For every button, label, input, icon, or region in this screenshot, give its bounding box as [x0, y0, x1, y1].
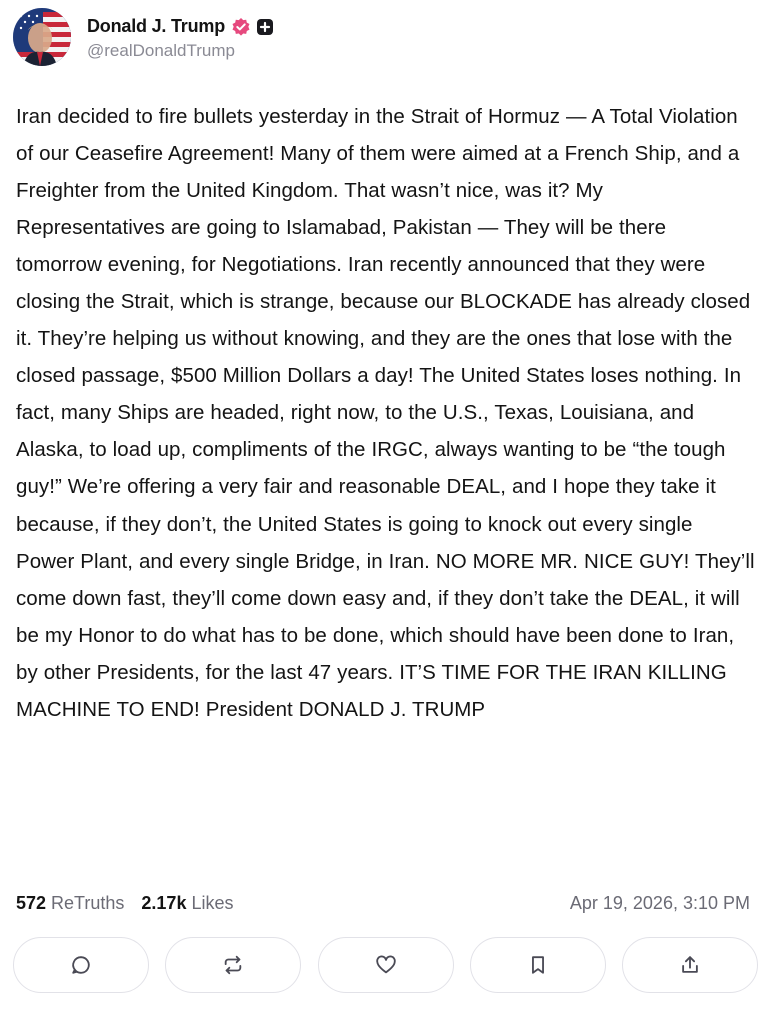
post-header [13, 8, 274, 66]
repost-icon [222, 954, 244, 976]
verified-badge-icon [231, 17, 251, 37]
bookmark-icon [527, 954, 549, 976]
post-stats [16, 888, 756, 918]
share-icon [679, 954, 701, 976]
retruths-label: ReTruths [51, 892, 125, 913]
action-bar [13, 937, 758, 995]
post-timestamp[interactable]: Apr 19, 2026, 3:10 PM [569, 892, 750, 913]
display-name[interactable]: Donald J. Trump [87, 16, 226, 36]
post-body-text: Iran decided to fire bullets yesterday in the Strait of Hormuz — A Total Violation of our Ceasefire Agreement! Many of them were aimed at a French Ship, and a Freighter from the United Kingdom. That wasn’t nice, was it? My Representatives are going to Islamabad, Pakistan — They will be there tomorrow evening, for Negotiations. Iran recently announced that they were closing the Strait, which is strange, because our BLOCKADE has already closed it. They’re helping us without knowing, and they are the ones that lose with the closed passage, $500 Million Dollars a day! The United States loses nothing. In fact, many Ships are headed, right now, to the U.S., Texas, Louisiana, and Alaska, to load up, compliments of the IRGC, always wanting to be “the tough guy!” We’re offering a very fair and reasonable DEAL, and I hope they take it because, if they don’t, the United States is going to knock out every single Power Plant, and every single Bridge, in Iran. NO MORE MR. NICE GUY! They’ll come down fast, they’ll come down easy and, if they don’t take the DEAL, it will be my Honor to do what has to be done, which should have been done to Iran, by other Presidents, for the last 47 years. IT’S TIME FOR THE IRAN KILLING MACHINE TO END! President DONALD J. TRUMP [16, 105, 755, 721]
heart-icon [375, 954, 397, 976]
likes-stat[interactable] [141, 893, 233, 914]
like-button[interactable] [318, 937, 454, 993]
retruths-stat[interactable] [16, 893, 124, 914]
reply-button[interactable] [13, 937, 149, 993]
plus-badge-icon [256, 18, 274, 36]
name-row [87, 14, 274, 40]
flag-portrait-avatar-icon [13, 8, 71, 66]
share-button[interactable] [622, 937, 758, 993]
retruth-button[interactable] [165, 937, 301, 993]
likes-count: 2.17k [141, 892, 187, 913]
avatar[interactable] [13, 8, 71, 66]
comment-icon [70, 954, 92, 976]
handle[interactable]: @realDonaldTrump [87, 40, 235, 60]
retruths-count: 572 [16, 892, 47, 913]
likes-label: Likes [191, 892, 234, 913]
bookmark-button[interactable] [470, 937, 606, 993]
author-names [87, 14, 274, 61]
